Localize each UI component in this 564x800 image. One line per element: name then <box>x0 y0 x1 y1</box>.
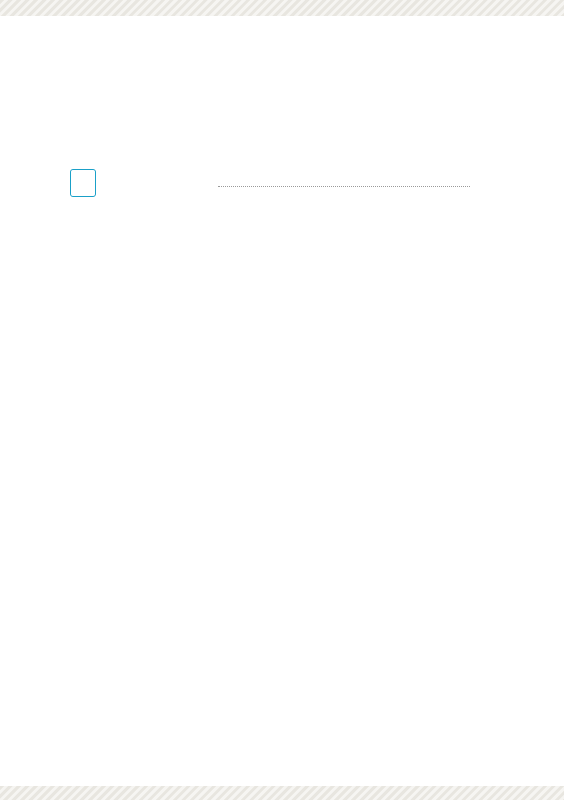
leader-dots <box>218 186 470 187</box>
bottom-border-stripe <box>0 786 564 800</box>
part-badge <box>70 169 96 197</box>
toc-page <box>0 16 564 786</box>
top-border-stripe <box>0 0 564 16</box>
part-heading <box>70 169 500 199</box>
